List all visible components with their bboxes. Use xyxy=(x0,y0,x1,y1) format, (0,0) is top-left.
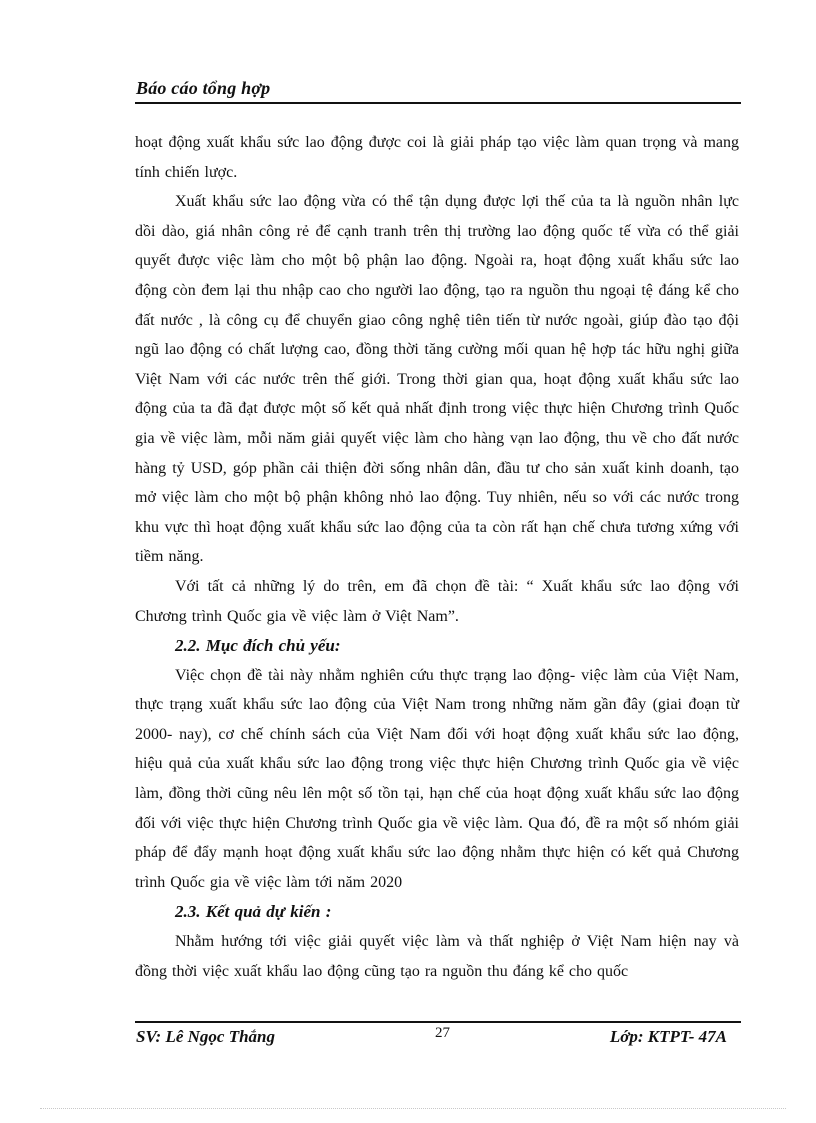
page-footer xyxy=(135,1021,741,1057)
paragraph-continuation: hoạt động xuất khẩu sức lao động được coi là giải pháp tạo việc làm quan trọng và mang tính chiến lược. xyxy=(135,134,739,181)
paragraph-labor-export-benefits: Xuất khẩu sức lao động vừa có thể tận dụng được lợi thế của ta là nguồn nhân lực dồi dào, giá nhân công rẻ để cạnh tranh trên thị trường lao động quốc tế vừa có thể giải quyết được việc làm cho một bộ phận lao động. Ngoài ra, hoạt động xuất khẩu sức lao động còn đem lại thu nhập cao cho người lao động, tạo ra nguồn thu ngoại tệ đáng kể cho đất nước , là công cụ để chuyển giao công nghệ tiên tiến từ nước ngoài, giúp đào tạo đội ngũ lao động có chất lượng cao, đồng thời tăng cường mối quan hệ hợp tác hữu nghị giữa Việt Nam với các nước trên thế giới. Trong thời gian qua, hoạt động xuất khẩu sức lao động của ta đã đạt được một số kết quả nhất định trong việc thực hiện Chương trình Quốc gia về việc làm, mỗi năm giải quyết việc làm cho hàng vạn lao động, thu về cho đất nước hàng tỷ USD, góp phần cải thiện đời sống nhân dân, đầu tư cho sản xuất kinh doanh, tạo mở việc làm cho một bộ phận không nhỏ lao động. Tuy nhiên, nếu so với các nước trong khu vực thì hoạt động xuất khẩu sức lao động của ta còn rất hạn chế chưa tương xứng với tiềm năng. xyxy=(135,193,739,566)
page-number: 27 xyxy=(435,1025,450,1041)
footer-student-name: SV: Lê Ngọc Thắng xyxy=(136,1027,275,1046)
paragraph-main-purpose: Việc chọn đề tài này nhằm nghiên cứu thực trạng lao động- việc làm của Việt Nam, thực trạng xuất khẩu sức lao động của Việt Nam trong những năm gần đây (giai đoạn từ 2000- nay), cơ chế chính sách của Việt Nam đối với hoạt động xuất khẩu sức lao động, hiệu quả của xuất khẩu sức lao động trong việc thực hiện Chương trình Quốc gia về việc làm, đồng thời cũng nêu lên một số tồn tại, hạn chế của hoạt động xuất khẩu sức lao động đối với việc thực hiện Chương trình Quốc gia về việc làm. Qua đó, đề ra một số nhóm giải pháp để đẩy mạnh hoạt động xuất khẩu sức lao động nhằm thực hiện có kết quả Chương trình Quốc gia về việc làm tới năm 2020 xyxy=(135,666,739,891)
header-title: Báo cáo tổng hợp xyxy=(136,78,271,98)
footer-class-label: Lớp: KTPT- 47A xyxy=(609,1027,727,1046)
section-heading-main-purpose: 2.2. Mục đích chủ yếu: xyxy=(175,636,341,656)
document-body xyxy=(135,128,739,986)
paragraph-topic-choice: Với tất cả những lý do trên, em đã chọn đề tài: “ Xuất khẩu sức lao động với Chương trình Quốc gia về việc làm ở Việt Nam”. xyxy=(135,577,739,625)
page-bottom-divider xyxy=(40,1108,786,1109)
paragraph-expected-results: Nhằm hướng tới việc giải quyết việc làm và thất nghiệp ở Việt Nam hiện nay và đồng thời việc xuất khẩu lao động cũng tạo ra nguồn thu đáng kể cho quốc xyxy=(135,933,739,980)
page-header xyxy=(135,76,741,104)
section-heading-expected-results: 2.3. Kết quả dự kiến : xyxy=(175,902,332,922)
